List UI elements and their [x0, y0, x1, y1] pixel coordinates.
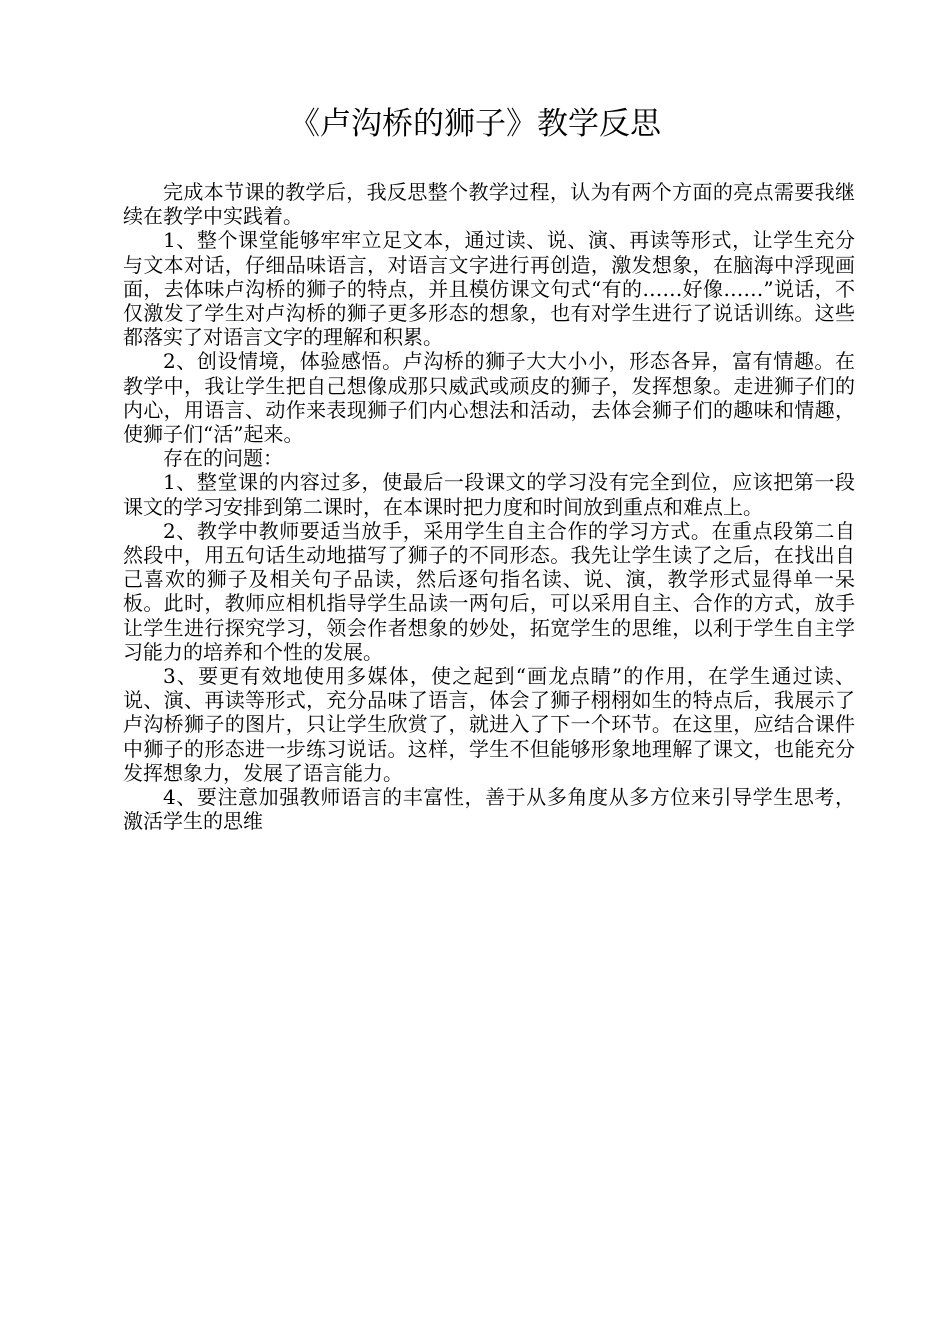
paragraph-intro: 完成本节课的教学后，我反思整个教学过程，认为有两个方面的亮点需要我继续在教学中实践着。 [123, 180, 855, 229]
paragraph-problem-4: 4、要注意加强教师语言的丰富性，善于从多角度从多方位来引导学生思考，激活学生的思维 [123, 785, 855, 834]
paragraph-highlight-1: 1、整个课堂能够牢牢立足文本，通过读、说、演、再读等形式，让学生充分与文本对话，仔细品味语言，对语言文字进行再创造，激发想象，在脑海中浮现画面，去体味卢沟桥的狮子的特点，并且模仿课文句式“有的……好像……”说话，不仅激发了学生对卢沟桥的狮子更多形态的想象，也有对学生进行了说话训练。这些都落实了对语言文字的理解和积累。 [123, 228, 855, 350]
paragraph-highlight-2: 2、创设情境，体验感悟。卢沟桥的狮子大大小小，形态各异，富有情趣。在教学中，我让学生把自己想像成那只威武或顽皮的狮子，发挥想象。走进狮子们的内心，用语言、动作来表现狮子们内心想法和活动，去体会狮子们的趣味和情趣，使狮子们“活”起来。 [123, 349, 855, 447]
paragraph-problem-2: 2、教学中教师要适当放手，采用学生自主合作的学习方式。在重点段第二自然段中，用五句话生动地描写了狮子的不同形态。我先让学生读了之后，在找出自己喜欢的狮子及相关句子品读，然后逐句指名读、说、演，教学形式显得单一呆板。此时，教师应相机指导学生品读一两句后，可以采用自主、合作的方式，放手让学生进行探究学习，领会作者想象的妙处，拓宽学生的思维，以利于学生自主学习能力的培养和个性的发展。 [123, 518, 855, 664]
document-title: 《卢沟桥的狮子》教学反思 [289, 106, 661, 142]
paragraph-problem-3: 3、要更有效地使用多媒体，使之起到“画龙点睛”的作用，在学生通过读、说、演、再读等形式，充分品味了语言，体会了狮子栩栩如生的特点后，我展示了卢沟桥狮子的图片，只让学生欣赏了，就进入了下一个环节。在这里，应结合课件中狮子的形态进一步练习说话。这样，学生不但能够形象地理解了课文，也能充分发挥想象力，发展了语言能力。 [123, 664, 855, 785]
document-body [123, 180, 855, 833]
paragraph-problem-1: 1、整堂课的内容过多，使最后一段课文的学习没有完全到位，应该把第一段课文的学习安排到第二课时，在本课时把力度和时间放到重点和难点上。 [123, 470, 855, 519]
paragraph-problems-heading: 存在的问题： [163, 446, 283, 471]
